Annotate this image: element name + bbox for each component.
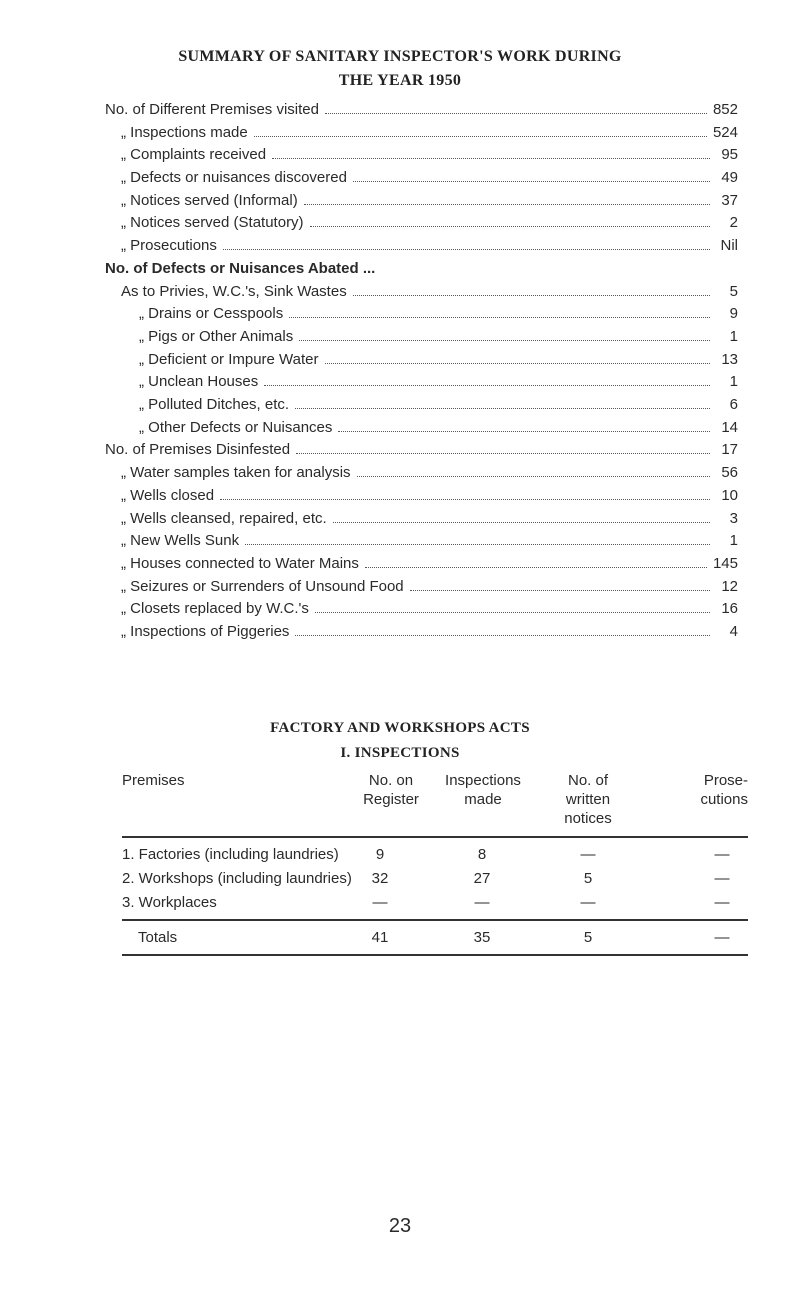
dot-leader — [410, 590, 710, 591]
other-item-label: „ Wells closed — [121, 487, 215, 504]
dot-leader — [315, 612, 710, 613]
dot-leader — [310, 226, 710, 227]
abated-item-label: „ Polluted Ditches, etc. — [139, 396, 290, 413]
other-item-value: 17 — [721, 441, 738, 458]
summary-item-value: 852 — [712, 101, 738, 118]
summary-item — [121, 169, 738, 191]
summary-item-value: 524 — [712, 124, 738, 141]
abated-heading — [105, 260, 738, 282]
other-item-value: 12 — [721, 578, 738, 595]
table-cell: — — [714, 846, 730, 863]
other-item-value: 10 — [721, 487, 738, 504]
abated-item-value: 6 — [729, 396, 738, 413]
summary-item-value: 2 — [729, 214, 738, 231]
table-cell: — — [580, 894, 596, 911]
other-item — [121, 510, 738, 532]
abated-heading-label: No. of Defects or Nuisances Abated ... — [105, 260, 376, 277]
summary-item-label: „ Notices served (Informal) — [121, 192, 298, 209]
factory-acts-title: FACTORY AND WORKSHOPS ACTS — [270, 720, 530, 736]
dot-leader — [289, 317, 710, 318]
table-cell: — — [714, 894, 730, 911]
other-item — [121, 487, 738, 509]
table-rule — [122, 836, 748, 838]
table-cell: — — [474, 894, 490, 911]
other-item-value: 145 — [712, 555, 738, 572]
other-item-label: „ Inspections of Piggeries — [121, 623, 290, 640]
abated-item-value: 13 — [721, 351, 738, 368]
dot-leader — [304, 204, 710, 205]
summary-item — [121, 124, 738, 146]
summary-item — [121, 192, 738, 214]
summary-item-label: „ Defects or nuisances discovered — [121, 169, 347, 186]
abated-item-label: „ Other Defects or Nuisances — [139, 419, 333, 436]
table-rule — [122, 919, 748, 921]
abated-item-label: As to Privies, W.C.'s, Sink Wastes — [121, 283, 347, 300]
table-header: Premises — [122, 772, 185, 789]
table-cell: 32 — [371, 870, 389, 887]
other-item-value: 1 — [729, 532, 738, 549]
dot-leader — [338, 431, 710, 432]
other-item — [121, 578, 738, 600]
table-cell: 3. Workplaces — [122, 894, 217, 911]
summary-item — [105, 101, 738, 123]
abated-item-label: „ Deficient or Impure Water — [139, 351, 319, 368]
totals-cell: 5 — [583, 929, 593, 946]
totals-cell: 35 — [473, 929, 491, 946]
table-cell: 2. Workshops (including laundries) — [122, 870, 352, 887]
abated-item — [139, 305, 738, 327]
other-item — [121, 532, 738, 554]
other-item-value: 16 — [721, 600, 738, 617]
dot-leader — [333, 522, 710, 523]
table-cell: 5 — [583, 870, 593, 887]
page-title-line-2: THE YEAR 1950 — [338, 72, 462, 89]
page-title-line-1: SUMMARY OF SANITARY INSPECTOR'S WORK DURING — [178, 48, 622, 65]
summary-item — [121, 146, 738, 168]
abated-item-label: „ Pigs or Other Animals — [139, 328, 294, 345]
dot-leader — [245, 544, 710, 545]
summary-item-value: 37 — [721, 192, 738, 209]
dot-leader — [299, 340, 710, 341]
summary-item-label: „ Notices served (Statutory) — [121, 214, 304, 231]
dot-leader — [220, 499, 710, 500]
dot-leader — [223, 249, 710, 250]
abated-item-value: 1 — [729, 328, 738, 345]
other-item — [105, 441, 738, 463]
table-header: Inspections made — [445, 772, 521, 808]
summary-item-label: „ Complaints received — [121, 146, 267, 163]
abated-item — [139, 351, 738, 373]
abated-item — [121, 283, 738, 305]
abated-item-label: „ Unclean Houses — [139, 373, 259, 390]
totals-cell: Totals — [138, 929, 178, 946]
dot-leader — [357, 476, 710, 477]
dot-leader — [264, 385, 710, 386]
dot-leader — [325, 113, 707, 114]
other-item-label: „ Closets replaced by W.C.'s — [121, 600, 309, 617]
dot-leader — [254, 136, 707, 137]
dot-leader — [365, 567, 707, 568]
table-cell: — — [714, 870, 730, 887]
abated-item-value: 9 — [729, 305, 738, 322]
totals-cell: 41 — [371, 929, 389, 946]
summary-item-value: Nil — [720, 237, 738, 254]
dot-leader — [296, 453, 710, 454]
abated-item — [139, 328, 738, 350]
other-item-value: 4 — [729, 623, 738, 640]
summary-item-label: No. of Different Premises visited — [105, 101, 319, 118]
other-item — [121, 600, 738, 622]
summary-item-label: „ Prosecutions — [121, 237, 217, 254]
other-item-label: „ Seizures or Surrenders of Unsound Food — [121, 578, 404, 595]
other-item — [121, 555, 738, 577]
dot-leader — [272, 158, 710, 159]
other-item-value: 56 — [721, 464, 738, 481]
abated-item-label: „ Drains or Cesspools — [139, 305, 284, 322]
abated-item — [139, 373, 738, 395]
abated-item-value: 5 — [729, 283, 738, 300]
abated-item-value: 14 — [721, 419, 738, 436]
other-item-label: No. of Premises Disinfested — [105, 441, 291, 458]
inspections-subtitle: I. INSPECTIONS — [340, 745, 460, 761]
dot-leader — [353, 181, 710, 182]
abated-item — [139, 396, 738, 418]
table-cell: 1. Factories (including laundries) — [122, 846, 339, 863]
summary-item-label: „ Inspections made — [121, 124, 248, 141]
table-header: No. on Register — [363, 772, 419, 808]
dot-leader — [295, 635, 710, 636]
other-item-value: 3 — [729, 510, 738, 527]
table-cell: 8 — [477, 846, 487, 863]
abated-item-value: 1 — [729, 373, 738, 390]
other-item — [121, 464, 738, 486]
table-header: No. of written notices — [564, 772, 612, 827]
summary-item — [121, 214, 738, 236]
dot-leader — [325, 363, 711, 364]
abated-item — [139, 419, 738, 441]
dot-leader — [295, 408, 710, 409]
other-item-label: „ Wells cleansed, repaired, etc. — [121, 510, 327, 527]
page-number: 23 — [388, 1215, 412, 1237]
table-header: Prose- cutions — [700, 772, 748, 808]
summary-item-value: 49 — [721, 169, 738, 186]
table-cell: — — [580, 846, 596, 863]
summary-item-value: 95 — [721, 146, 738, 163]
table-cell: 9 — [375, 846, 385, 863]
table-rule — [122, 954, 748, 956]
table-cell: — — [372, 894, 388, 911]
totals-cell: — — [714, 929, 730, 946]
other-item-label: „ New Wells Sunk — [121, 532, 240, 549]
other-item-label: „ Water samples taken for analysis — [121, 464, 351, 481]
summary-item — [121, 237, 738, 259]
dot-leader — [353, 295, 710, 296]
other-item — [121, 623, 738, 645]
other-item-label: „ Houses connected to Water Mains — [121, 555, 359, 572]
table-cell: 27 — [473, 870, 491, 887]
